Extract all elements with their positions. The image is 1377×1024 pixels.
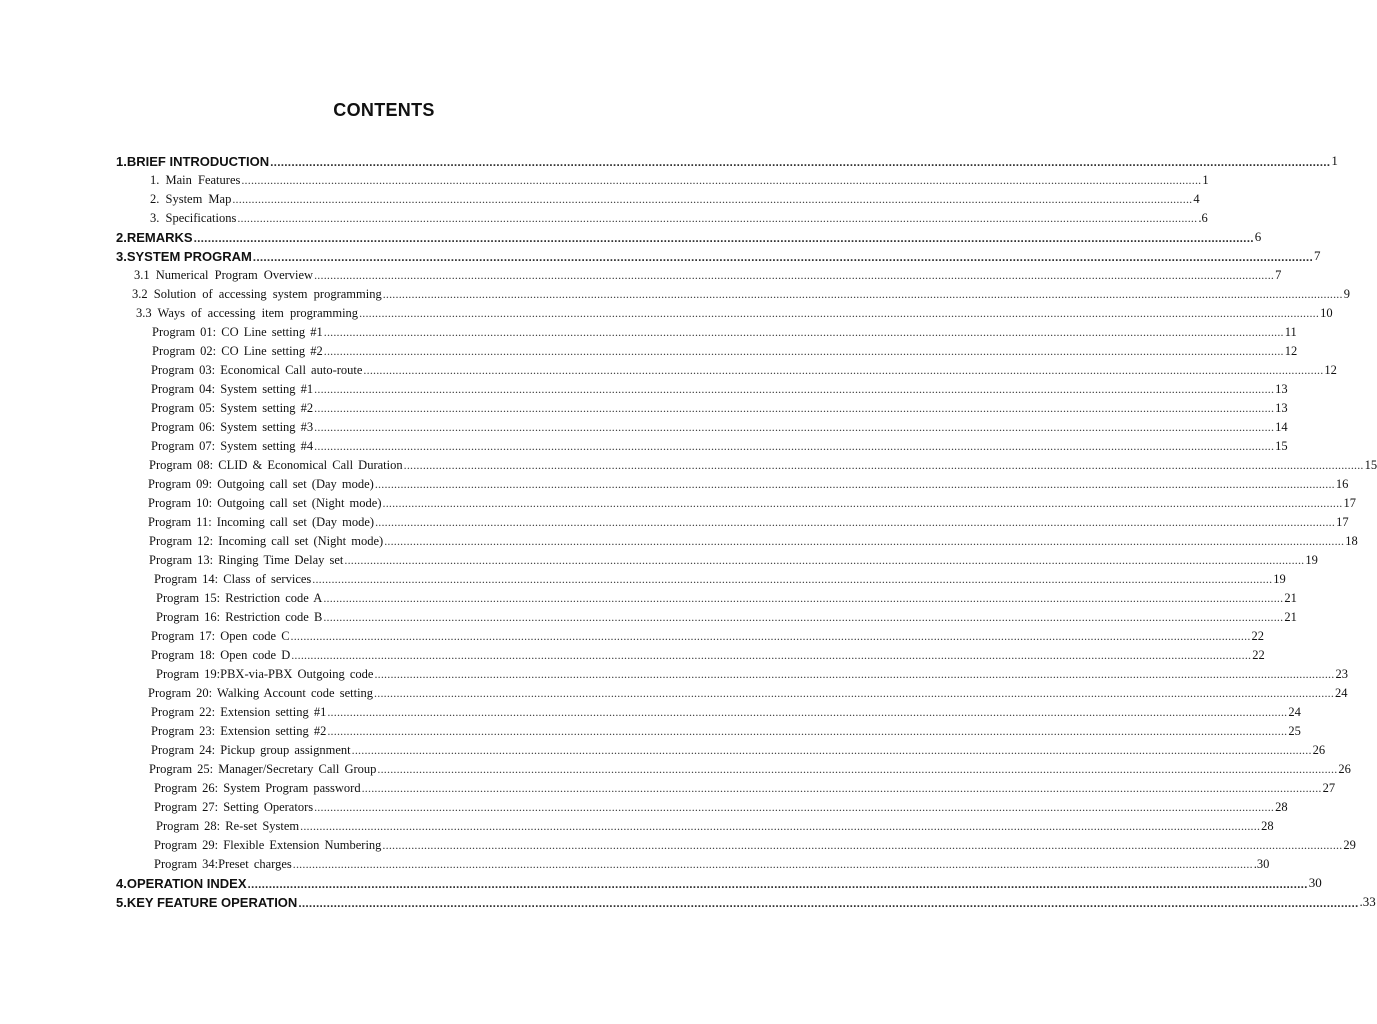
toc-entry [0,207,1208,226]
toc-entry-page: .6 [1198,211,1208,225]
toc-entry-page: 24 [1288,705,1301,719]
toc-entry-page: .33 [1359,894,1376,909]
toc-entry [0,720,1301,739]
toc-entry-page: 7 [1314,248,1321,263]
toc-entry-label: Program 18: Open code D [151,648,291,662]
toc-leader-dots: ............................................................................................................................................................................................................................................................................................................ [314,382,1275,396]
toc-entry-page: 30 [1308,875,1322,890]
toc-entry-page: 26 [1338,762,1351,776]
toc-leader-dots: ............................................................................................................................................................................................................................................................................................................ [252,250,1313,264]
toc-entry-page: 6 [1254,229,1262,244]
toc-entry [0,758,1351,777]
toc-entry-page: 15 [1275,439,1288,453]
toc-entry [0,169,1209,188]
toc-entry [0,777,1336,796]
toc-entry-page: 17 [1336,515,1349,529]
toc-entry [0,492,1356,511]
toc-entry-page: 10 [1320,306,1333,320]
toc-leader-dots: ............................................................................................................................................................................................................................................................................................................ [314,439,1275,453]
toc-entry-page: 13 [1275,382,1288,396]
toc-leader-dots: ............................................................................................................................................................................................................................................................................................................ [314,420,1275,434]
toc-entry-label: Program 17: Open code C [151,629,290,643]
toc-entry-label: 2. System Map [150,192,232,206]
toc-entry-page: 21 [1284,591,1297,605]
toc-entry-page: 28 [1261,819,1274,833]
toc-entry-label: Program 19:PBX-via-PBX Outgoing code [156,667,374,681]
toc-entry-label: 3. Specifications [150,211,237,225]
toc-leader-dots: ............................................................................................................................................................................................................................................................................................................ [374,667,1335,681]
toc-entry-page: 17 [1343,496,1356,510]
table-of-contents [0,150,1377,910]
toc-entry [0,302,1333,321]
toc-entry-label: Program 26: System Program password [154,781,361,795]
toc-entry-label: 2.REMARKS [116,230,193,245]
toc-entry-page: 1 [1331,153,1338,168]
toc-entry [0,796,1288,815]
toc-entry [0,663,1348,682]
toc-leader-dots: ............................................................................................................................................................................................................................................................................................................ [323,610,1284,624]
toc-entry [0,397,1288,416]
toc-entry [0,359,1337,378]
toc-entry-label: Program 28: Re-set System [156,819,300,833]
toc-entry-label: 5.KEY FEATURE OPERATION [116,895,298,910]
toc-leader-dots: ............................................................................................................................................................................................................................................................................................................ [247,877,1308,891]
toc-entry [0,473,1349,492]
toc-entry-label: 3.SYSTEM PROGRAM [116,249,252,264]
toc-leader-dots: ............................................................................................................................................................................................................................................................................................................ [403,458,1364,472]
toc-leader-dots: ............................................................................................................................................................................................................................................................................................................ [232,192,1193,206]
toc-entry [0,872,1322,891]
toc-leader-dots: ............................................................................................................................................................................................................................................................................................................ [241,173,1202,187]
toc-entry [0,245,1321,264]
toc-entry-page: 12 [1284,344,1298,358]
toc-entry-page: 9 [1343,287,1350,301]
toc-leader-dots: ............................................................................................................................................................................................................................................................................................................ [314,268,1275,282]
toc-entry [0,682,1348,701]
toc-entry [0,587,1297,606]
toc-entry [0,853,1270,872]
toc-entry-page: 1 [1202,173,1209,187]
toc-entry-label: 3.3 Ways of accessing item programming [136,306,359,320]
toc-entry-page: 4 [1193,192,1200,206]
toc-entry-label: Program 09: Outgoing call set (Day mode) [148,477,374,491]
toc-entry-label: Program 12: Incoming call set (Night mode) [149,534,384,548]
toc-entry [0,530,1358,549]
toc-leader-dots: ............................................................................................................................................................................................................................................................................................................ [323,344,1284,358]
toc-entry [0,416,1288,435]
toc-entry [0,549,1318,568]
toc-leader-dots: ............................................................................................................................................................................................................................................................................................................ [291,648,1252,662]
toc-entry-page: 21 [1284,610,1297,624]
page-title: CONTENTS [333,100,435,120]
toc-entry-page: 28 [1275,800,1288,814]
toc-entry-label: 4.OPERATION INDEX [116,876,247,891]
toc-leader-dots: ............................................................................................................................................................................................................................................................................................................ [344,553,1305,567]
toc-entry [0,625,1265,644]
toc-entry-label: Program 29: Flexible Extension Numbering [154,838,382,852]
toc-entry [0,264,1282,283]
toc-entry [0,378,1288,397]
toc-entry-page: 15 [1364,458,1377,472]
toc-leader-dots: ............................................................................................................................................................................................................................................................................................................ [298,896,1359,910]
toc-leader-dots: ............................................................................................................................................................................................................................................................................................................ [237,211,1198,225]
toc-entry-page: 7 [1275,268,1282,282]
toc-leader-dots: ............................................................................................................................................................................................................................................................................................................ [374,477,1335,491]
toc-entry-label: Program 22: Extension setting #1 [151,705,327,719]
toc-entry-label: Program 25: Manager/Secretary Call Group [149,762,377,776]
toc-entry-page: 12 [1324,363,1337,377]
toc-entry [0,644,1265,663]
toc-entry-page: 19 [1305,553,1318,567]
toc-leader-dots: ............................................................................................................................................................................................................................................................................................................ [312,572,1273,586]
toc-leader-dots: ............................................................................................................................................................................................................................................................................................................ [270,155,1331,169]
toc-entry-label: Program 11: Incoming call set (Day mode) [148,515,375,529]
toc-entry-label: Program 14: Class of services [154,572,312,586]
toc-entry-page: .30 [1253,857,1270,871]
toc-entry [0,891,1376,910]
toc-leader-dots: ............................................................................................................................................................................................................................................................................................................ [382,496,1343,510]
toc-entry [0,150,1338,169]
toc-entry-label: Program 24: Pickup group assignment [151,743,351,757]
toc-leader-dots: ............................................................................................................................................................................................................................................................................................................ [363,363,1324,377]
toc-entry [0,454,1377,473]
toc-leader-dots: ............................................................................................................................................................................................................................................................................................................ [351,743,1312,757]
toc-leader-dots: ............................................................................................................................................................................................................................................................................................................ [314,800,1275,814]
toc-entry-page: 14 [1275,420,1288,434]
toc-leader-dots: ............................................................................................................................................................................................................................................................................................................ [327,705,1288,719]
toc-entry-label: Program 23: Extension setting #2 [151,724,327,738]
toc-entry-page: 22 [1251,629,1265,643]
toc-entry-page: 11 [1284,325,1297,339]
toc-leader-dots: ............................................................................................................................................................................................................................................................................................................ [375,515,1336,529]
toc-entry-page: 23 [1335,667,1348,681]
toc-entry-page: 22 [1252,648,1265,662]
toc-entry-label: Program 02: CO Line setting #2 [152,344,323,358]
toc-entry [0,815,1274,834]
toc-entry-page: 24 [1335,686,1348,700]
toc-leader-dots: ............................................................................................................................................................................................................................................................................................................ [193,231,1254,245]
toc-entry-label: Program 05: System setting #2 [151,401,314,415]
toc-entry [0,340,1298,359]
toc-entry [0,188,1200,207]
toc-entry-label: Program 34:Preset charges [154,857,292,871]
toc-entry-label: Program 20: Walking Account code setting [148,686,374,700]
toc-entry-label: 1. Main Features [150,173,241,187]
toc-entry [0,739,1326,758]
toc-entry-label: Program 13: Ringing Time Delay set [149,553,344,567]
toc-leader-dots: ............................................................................................................................................................................................................................................................................................................ [323,591,1284,605]
toc-leader-dots: ............................................................................................................................................................................................................................................................................................................ [314,401,1275,415]
toc-leader-dots: ............................................................................................................................................................................................................................................................................................................ [323,325,1284,339]
toc-leader-dots: ............................................................................................................................................................................................................................................................................................................ [384,534,1345,548]
toc-leader-dots: ............................................................................................................................................................................................................................................................................................................ [292,857,1253,871]
toc-entry-label: Program 04: System setting #1 [151,382,314,396]
toc-entry-page: 19 [1273,572,1286,586]
toc-entry-label: Program 08: CLID & Economical Call Duration [149,458,403,472]
toc-entry-page: 13 [1275,401,1288,415]
toc-entry [0,606,1297,625]
toc-entry-page: 16 [1335,477,1349,491]
toc-entry-label: Program 27: Setting Operators [154,800,314,814]
toc-leader-dots: ............................................................................................................................................................................................................................................................................................................ [377,762,1338,776]
toc-entry-page: 26 [1312,743,1326,757]
toc-entry [0,435,1288,454]
toc-entry-label: Program 06: System setting #3 [151,420,314,434]
toc-leader-dots: ............................................................................................................................................................................................................................................................................................................ [382,287,1343,301]
toc-entry [0,834,1356,853]
toc-entry-page: 25 [1288,724,1301,738]
toc-entry-label: Program 01: CO Line setting #1 [152,325,323,339]
toc-leader-dots: ............................................................................................................................................................................................................................................................................................................ [290,629,1251,643]
toc-entry-label: 3.2 Solution of accessing system programming [132,287,382,301]
toc-entry-page: 27 [1322,781,1336,795]
toc-entry-page: 29 [1343,838,1356,852]
toc-entry [0,511,1349,530]
toc-entry-label: Program 15: Restriction code A [156,591,323,605]
toc-leader-dots: ............................................................................................................................................................................................................................................................................................................ [361,781,1322,795]
toc-entry-label: 3.1 Numerical Program Overview [134,268,314,282]
toc-leader-dots: ............................................................................................................................................................................................................................................................................................................ [327,724,1288,738]
toc-entry-label: Program 10: Outgoing call set (Night mode) [148,496,382,510]
toc-leader-dots: ............................................................................................................................................................................................................................................................................................................ [300,819,1261,833]
toc-entry-label: Program 03: Economical Call auto-route [151,363,363,377]
toc-entry [0,321,1297,340]
toc-entry [0,226,1262,245]
toc-entry-label: 1.BRIEF INTRODUCTION [116,154,270,169]
toc-entry [0,283,1350,302]
toc-entry-label: Program 16: Restriction code B [156,610,323,624]
toc-entry [0,701,1301,720]
toc-leader-dots: ............................................................................................................................................................................................................................................................................................................ [359,306,1320,320]
toc-entry-label: Program 07: System setting #4 [151,439,314,453]
toc-leader-dots: ............................................................................................................................................................................................................................................................................................................ [374,686,1335,700]
toc-entry [0,568,1286,587]
toc-entry-page: 18 [1345,534,1358,548]
toc-leader-dots: ............................................................................................................................................................................................................................................................................................................ [382,838,1343,852]
